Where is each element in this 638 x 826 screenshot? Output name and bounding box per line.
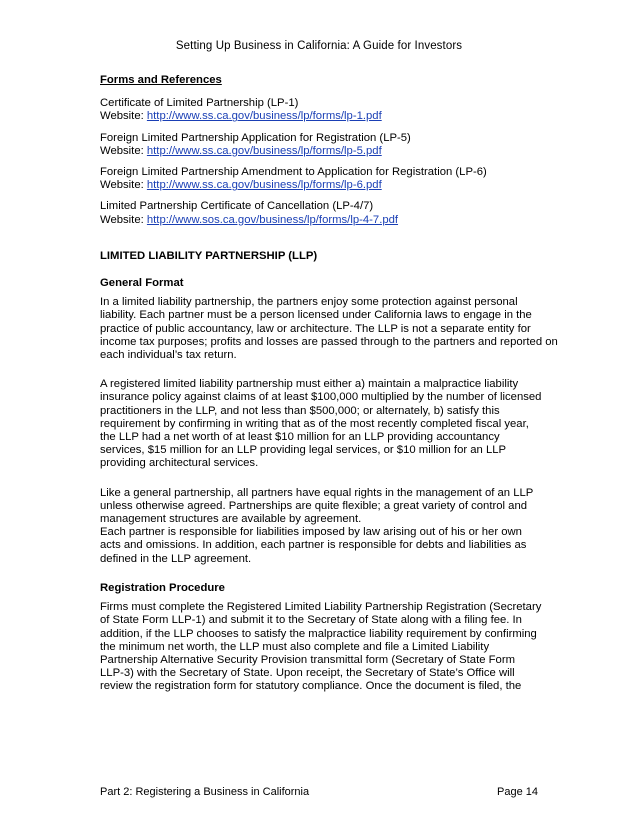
text-line: insurance policy against claims of at least $100,000 multiplied by the number of licensed — [100, 391, 542, 404]
page-number: Page 14 — [497, 786, 538, 798]
text-line: Like a general partnership, all partners have equal rights in the management of an LLP — [100, 486, 534, 499]
general-format-paragraph-4 — [100, 526, 540, 566]
text-line: providing architectural services. — [100, 457, 259, 470]
text-line: of State Form LLP-1) and submit it to the Secretary of State along with a filing fee. In — [100, 614, 522, 627]
reference-link-lp-5[interactable]: http://www.ss.ca.gov/business/lp/forms/lp-5.pdf — [146, 144, 382, 157]
page-footer — [100, 786, 538, 798]
references-heading: Forms and References — [100, 74, 222, 86]
text-line: liability. Each partner must be a person licensed under California laws to engage in the — [100, 309, 532, 322]
text-line: requirement by confirming in writing that as of the most recently completed fiscal year, — [100, 417, 529, 430]
general-format-paragraph-2 — [100, 378, 540, 470]
registration-procedure-heading: Registration Procedure — [100, 581, 225, 594]
website-label: Website: — [100, 110, 147, 123]
reference-link-lp-1[interactable]: http://www.ss.ca.gov/business/lp/forms/lp-1.pdf — [146, 110, 382, 123]
reference-name: Foreign Limited Partnership Amendment to Application for Registration (LP-6) — [100, 166, 487, 179]
general-format-heading: General Format — [100, 277, 184, 290]
general-format-paragraph-1 — [100, 296, 558, 362]
text-line: A registered limited liability partnership must either a) maintain a malpractice liability — [100, 378, 519, 391]
text-line: acts and omissions. In addition, each partner is responsible for debts and liabilities as — [100, 539, 527, 552]
text-line: income tax purposes; profits and losses are passed through to the partners and reported on — [100, 335, 558, 348]
reference-name: Limited Partnership Certificate of Cancellation (LP-4/7) — [100, 200, 374, 213]
text-line: defined in the LLP agreement. — [100, 552, 252, 565]
text-line: each individual’s tax return. — [100, 349, 237, 362]
page-content — [100, 74, 558, 710]
page-header: Setting Up Business in California: A Guide for Investors — [175, 40, 463, 52]
general-format-paragraph-3 — [100, 487, 540, 527]
reference-link-lp-4-7[interactable]: http://www.sos.ca.gov/business/lp/forms/lp-4-7.pdf — [146, 213, 399, 226]
text-line: In a limited liability partnership, the partners enjoy some protection against personal — [100, 296, 518, 309]
text-line: review the registration form for statutory compliance. Once the document is filed, the — [100, 680, 522, 693]
reference-link-lp-6[interactable]: http://www.ss.ca.gov/business/lp/forms/lp-6.pdf — [146, 179, 382, 192]
text-line: services, $15 million for an LLP providing legal services, or $10 million for an LLP — [100, 444, 507, 457]
text-line: management structures are available by agreement. — [100, 513, 362, 526]
reference-item — [100, 132, 540, 158]
llp-section-title: LIMITED LIABILITY PARTNERSHIP (LLP) — [100, 249, 318, 262]
registration-paragraph-1 — [100, 601, 540, 693]
text-line: unless otherwise agreed. Partnerships are quite flexible; a great variety of control and — [100, 499, 528, 512]
website-label: Website: — [100, 213, 147, 226]
reference-item — [100, 200, 540, 226]
website-label: Website: — [100, 179, 147, 192]
text-line: Partnership Alternative Security Provision transmittal form (Secretary of State Form — [100, 653, 515, 666]
text-line: LLP-3) with the Secretary of State. Upon receipt, the Secretary of State’s Office will — [100, 667, 515, 680]
website-label: Website: — [100, 144, 147, 157]
reference-name: Certificate of Limited Partnership (LP-1) — [100, 97, 299, 110]
reference-item — [100, 166, 540, 192]
text-line: Each partner is responsible for liabilities imposed by law arising out of his or her own — [100, 526, 522, 539]
reference-item — [100, 97, 540, 123]
reference-name: Foreign Limited Partnership Application for Registration (LP-5) — [100, 131, 411, 144]
text-line: addition, if the LLP chooses to satisfy the malpractice liability requirement by confirming — [100, 627, 537, 640]
text-line: practitioners in the LLP, and not less than $500,000; or alternately, b) satisfy this — [100, 404, 500, 417]
text-line: the minimum net worth, the LLP must also complete and file a Limited Liability — [100, 640, 490, 653]
text-line: practice of public accountancy, law or architecture. The LLP is not a separate entity for — [100, 322, 531, 335]
text-line: the LLP had a net worth of at least $10 million for an LLP providing accountancy — [100, 431, 500, 444]
text-line: Firms must complete the Registered Limited Liability Partnership Registration (Secretary — [100, 601, 542, 614]
footer-section-label: Part 2: Registering a Business in California — [100, 786, 310, 798]
